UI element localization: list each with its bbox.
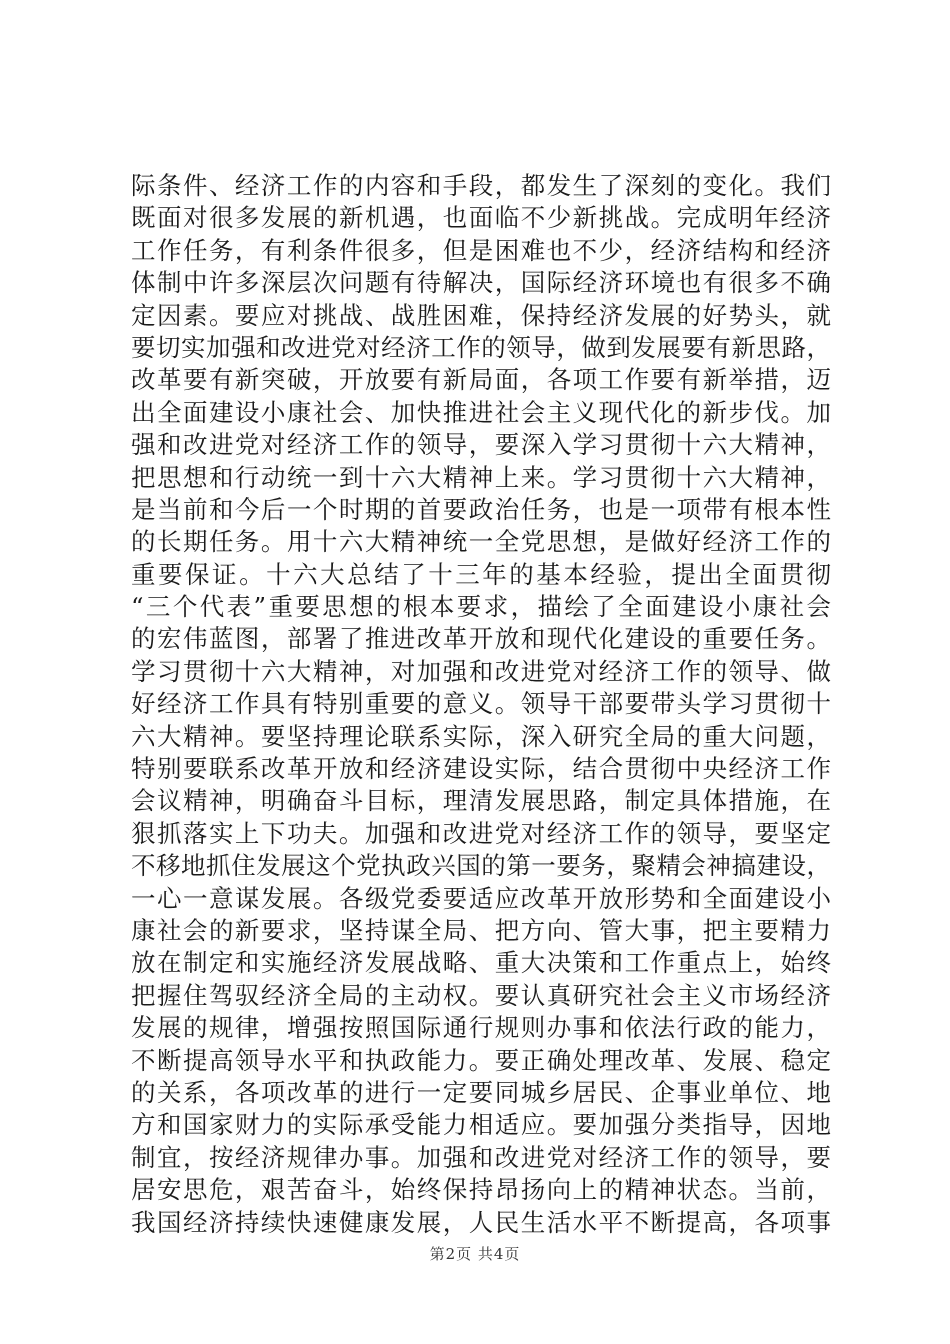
text-line: 我国经济持续快速健康发展，人民生活水平不断提高，各项事 — [131, 1207, 831, 1237]
text-line: 六大精神。要坚持理论联系实际，深入研究全局的重大问题， — [131, 721, 831, 751]
text-line: 发展的规律，增强按照国际通行规则办事和依法行政的能力， — [131, 1013, 831, 1043]
text-line: 的长期任务。用十六大精神统一全党思想，是做好经济工作的 — [131, 527, 831, 557]
text-line: 改革要有新突破，开放要有新局面，各项工作要有新举措，迈 — [131, 365, 831, 395]
text-line: 会议精神，明确奋斗目标，理清发展思路，制定具体措施，在 — [131, 786, 831, 816]
text-line: 特别要联系改革开放和经济建设实际，结合贯彻中央经济工作 — [131, 754, 831, 784]
text-line: 把握住驾驭经济全局的主动权。要认真研究社会主义市场经济 — [131, 980, 831, 1010]
text-line: 的宏伟蓝图，部署了推进改革开放和现代化建设的重要任务。 — [131, 624, 831, 654]
page-number-footer: 第2页 共4页 — [429, 1245, 521, 1263]
text-line: 学习贯彻十六大精神，对加强和改进党对经济工作的领导、做 — [131, 656, 831, 686]
text-line: 体制中许多深层次问题有待解决，国际经济环境也有很多不确 — [131, 268, 831, 298]
text-line: 把思想和行动统一到十六大精神上来。学习贯彻十六大精神， — [131, 462, 831, 492]
text-line: 方和国家财力的实际承受能力相适应。要加强分类指导，因地 — [131, 1110, 831, 1140]
text-line: 放在制定和实施经济发展战略、重大决策和工作重点上，始终 — [131, 948, 831, 978]
text-line: 工作任务，有利条件很多，但是困难也不少，经济结构和经济 — [131, 235, 831, 265]
text-line: 不移地抓住发展这个党执政兴国的第一要务，聚精会神搞建设， — [131, 851, 831, 881]
text-line: 是当前和今后一个时期的首要政治任务，也是一项带有根本性 — [131, 494, 831, 524]
text-line: 定因素。要应对挑战、战胜困难，保持经济发展的好势头，就 — [131, 300, 831, 330]
text-line: 重要保证。十六大总结了十三年的基本经验，提出全面贯彻 — [131, 559, 831, 589]
text-line: 好经济工作具有特别重要的意义。领导干部要带头学习贯彻十 — [131, 689, 831, 719]
text-line: 的关系，各项改革的进行一定要同城乡居民、企事业单位、地 — [131, 1077, 831, 1107]
text-line: 际条件、经济工作的内容和手段，都发生了深刻的变化。我们 — [131, 171, 831, 200]
text-line: 制宜，按经济规律办事。加强和改进党对经济工作的领导，要 — [131, 1142, 831, 1172]
text-line: 康社会的新要求，坚持谋全局、把方向、管大事，把主要精力 — [131, 915, 831, 945]
text-line: 出全面建设小康社会、加快推进社会主义现代化的新步伐。加 — [131, 397, 831, 427]
text-line: 狠抓落实上下功夫。加强和改进党对经济工作的领导，要坚定 — [131, 818, 831, 848]
text-line: 一心一意谋发展。各级党委要适应改革开放形势和全面建设小 — [131, 883, 831, 913]
text-line: 要切实加强和改进党对经济工作的领导，做到发展要有新思路， — [131, 332, 831, 362]
text-line: 居安思危，艰苦奋斗，始终保持昂扬向上的精神状态。当前， — [131, 1175, 831, 1205]
text-line: “三个代表”重要思想的根本要求，描绘了全面建设小康社会 — [131, 592, 831, 622]
text-line: 不断提高领导水平和执政能力。要正确处理改革、发展、稳定 — [131, 1045, 831, 1075]
text-line: 强和改进党对经济工作的领导，要深入学习贯彻十六大精神， — [131, 430, 831, 460]
text-line: 既面对很多发展的新机遇，也面临不少新挑战。完成明年经济 — [131, 203, 831, 233]
body-text — [131, 170, 831, 1239]
